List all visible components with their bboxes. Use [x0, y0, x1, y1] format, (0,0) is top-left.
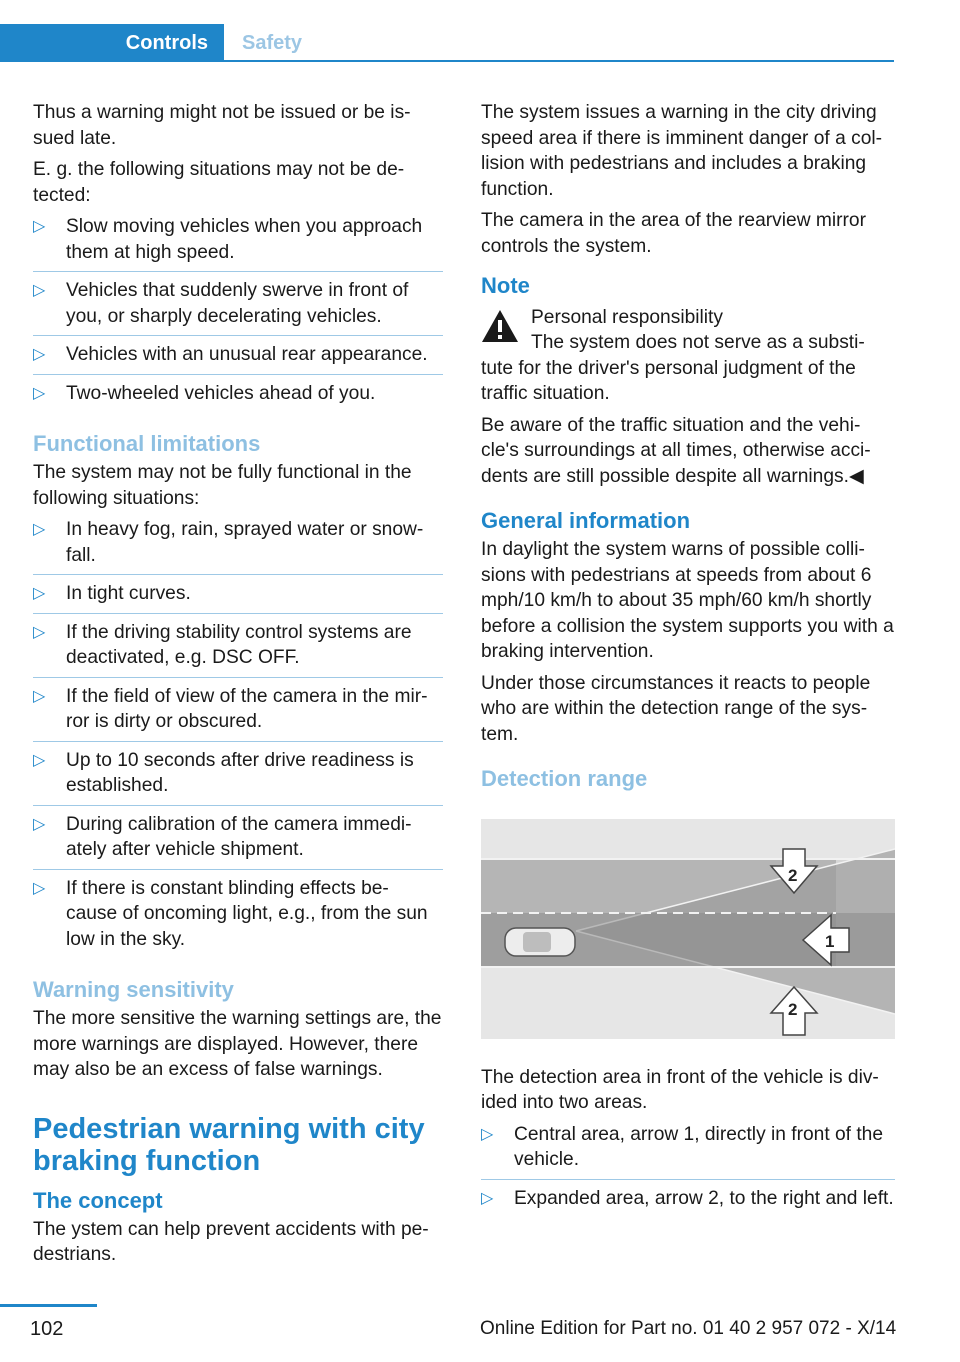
list-item: ▷ In heavy fog, rain, sprayed water or snow‐ fall.	[33, 517, 443, 575]
note-heading: Personal responsibility	[531, 306, 723, 328]
paragraph: Under those circumstances it reacts to people who are within the detection range of the sys‐ tem.	[481, 672, 871, 745]
list-item: ▷ Vehicles that suddenly swerve in front of you, or sharply decelerating vehicles.	[33, 278, 443, 336]
triangle-bullet-icon: ▷	[33, 879, 46, 897]
triangle-bullet-icon: ▷	[33, 521, 46, 538]
heading-the-concept: The concept	[33, 1187, 163, 1213]
list-item: ▷ Central area, arrow 1, directly in front of the vehicle.	[481, 1122, 895, 1180]
triangle-bullet-icon: ▷	[33, 346, 46, 363]
arrow-center-label: 1	[825, 932, 835, 951]
note-text: The system does not serve as a substi‐	[531, 332, 865, 353]
chapter-tabs	[0, 24, 894, 62]
paragraph: The more sensitive the warning settings are, the more warnings are displayed. However, there may also be an excess of false warnings.	[33, 1008, 442, 1080]
list-item: ▷ Slow moving vehicles when you approach them at high speed.	[33, 214, 443, 272]
triangle-bullet-icon: ▷	[481, 1125, 494, 1143]
arrow-bottom-label: 2	[788, 1000, 798, 1019]
list-item: ▷ During calibration of the camera immedi‐ ately after vehicle shipment.	[33, 812, 443, 870]
triangle-bullet-icon: ▷	[33, 623, 46, 641]
paragraph: Thus a warning might not be issued or be is‐ sued late.	[33, 102, 411, 149]
right-column	[481, 100, 895, 1223]
list-item: ▷ In tight curves.	[33, 581, 443, 614]
list-item: ▷ Two-wheeled vehicles ahead of you.	[33, 381, 443, 413]
edition-text: Online Edition for Part no. 01 40 2 957 072 - X/14	[480, 1318, 897, 1339]
note-text-continued: tute for the driver's personal judgment of the traffic situation.	[481, 357, 856, 404]
note-title: Note	[481, 273, 530, 298]
undetected-situations-list	[33, 214, 443, 412]
tab-controls[interactable]: Controls	[0, 24, 224, 62]
paragraph: The system may not be fully functional in the following situations:	[33, 462, 412, 509]
paragraph: The system issues a warning in the city driving speed area if there is imminent danger of a col‐ lision with pedestrians and includes a braking function.	[481, 102, 883, 200]
triangle-bullet-icon: ▷	[481, 1189, 494, 1207]
paragraph: In daylight the system warns of possible colli‐ sions with pedestrians at speeds from about 6 mph/10 km/h to about 35 mph/60 km/h shortly before a collision the system supports you with a braking intervention.	[481, 539, 894, 662]
detection-areas-list	[481, 1122, 895, 1218]
triangle-bullet-icon: ▷	[33, 687, 46, 705]
list-item: ▷ Vehicles with an unusual rear appearance.	[33, 342, 443, 375]
page-number: 102	[30, 1318, 64, 1340]
list-item: ▷ If there is constant blinding effects be‐ cause of oncoming light, e.g., from the sun low in the sky.	[33, 877, 428, 950]
paragraph: E. g. the following situations may not be de‐ tected:	[33, 159, 405, 206]
footer-rule	[0, 1304, 97, 1307]
list-item: ▷ Up to 10 seconds after drive readiness is established.	[33, 748, 443, 806]
header-rule	[0, 60, 894, 62]
limitations-list	[33, 517, 443, 958]
section-title-pedestrian-warning: Pedestrian warning with city braking function	[33, 1112, 425, 1177]
triangle-bullet-icon: ▷	[33, 815, 46, 833]
paragraph: The detection area in front of the vehicle is div‐ ided into two areas.	[481, 1066, 879, 1113]
triangle-bullet-icon: ▷	[33, 384, 46, 402]
heading-warning-sensitivity: Warning sensitivity	[33, 977, 234, 1002]
triangle-bullet-icon: ▷	[33, 218, 46, 235]
list-item: ▷ Expanded area, arrow 2, to the right and left.	[481, 1186, 895, 1218]
triangle-bullet-icon: ▷	[33, 585, 46, 602]
tab-safety[interactable]: Safety	[242, 31, 303, 54]
heading-general-information: General information	[481, 508, 691, 533]
paragraph: Be aware of the traffic situation and the vehi‐ cle's surroundings at all times, otherwise acci‐ dents are still possible despite all warnings.◀	[481, 414, 871, 487]
list-item: ▷ If the driving stability control systems are deactivated, e.g. DSC OFF.	[33, 620, 443, 678]
heading-functional-limitations: Functional limitations	[33, 431, 261, 456]
note-box	[481, 305, 895, 407]
paragraph: The camera in the area of the rearview mirror controls the system.	[481, 210, 866, 257]
car-icon	[505, 928, 575, 956]
arrow-top-label: 2	[788, 866, 798, 885]
triangle-bullet-icon: ▷	[33, 751, 46, 769]
heading-detection-range: Detection range	[481, 766, 648, 791]
detection-range-figure	[481, 819, 895, 1039]
triangle-bullet-icon: ▷	[33, 282, 46, 299]
list-item: ▷ If the field of view of the camera in the mir‐ ror is dirty or obscured.	[33, 684, 443, 742]
paragraph: The ystem can help prevent accidents with pe‐ destrians.	[33, 1218, 429, 1265]
left-column	[33, 100, 443, 1274]
warning-triangle-icon	[481, 309, 519, 343]
